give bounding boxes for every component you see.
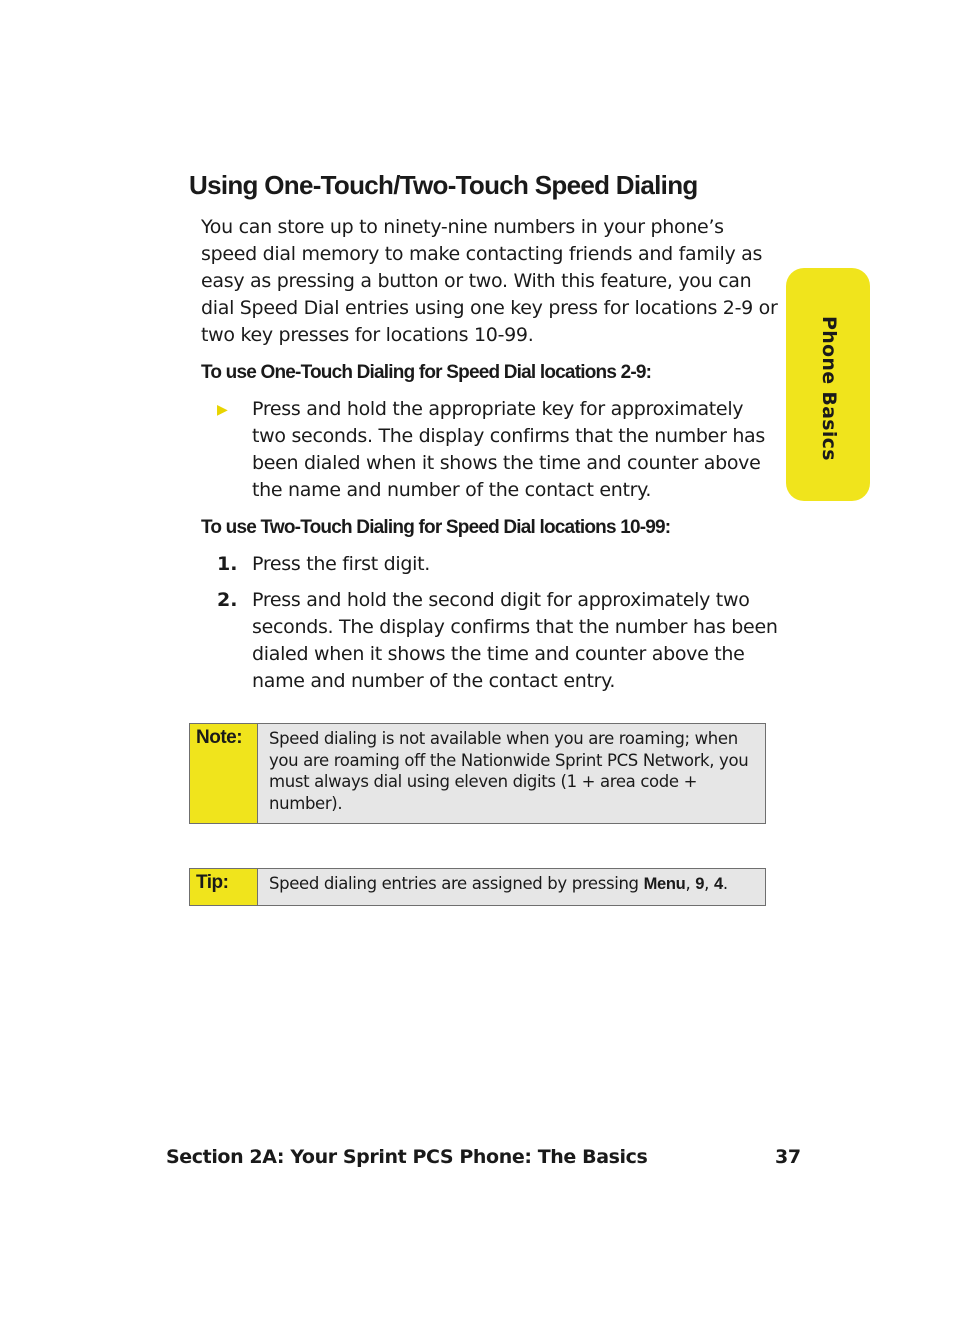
two-touch-subhead: To use Two-Touch Dialing for Speed Dial locations 10-99:	[201, 517, 671, 538]
note-label: Note:	[190, 724, 258, 823]
tip-separator: ,	[685, 874, 696, 893]
tip-label: Tip:	[190, 869, 258, 905]
bullet-text: Press and hold the appropriate key for approximately two seconds. The display confirms that the number has been dialed when it shows the time and counter above the name and number of the contact entry.	[252, 398, 766, 501]
step-number: 1.	[217, 553, 238, 575]
step-number: 2.	[217, 589, 238, 611]
footer-section-title: Section 2A: Your Sprint PCS Phone: The Basics	[166, 1146, 648, 1168]
tip-separator: ,	[704, 874, 714, 893]
intro-paragraph: You can store up to ninety-nine numbers in your phone’s speed dial memory to make contacting friends and family as easy as pressing a button or two. With this feature, you can dial Speed Dial entries using one key press for locations 2-9 or two key presses for locations 10-99.	[201, 216, 778, 346]
one-touch-subhead: To use One-Touch Dialing for Speed Dial locations 2-9:	[201, 362, 652, 383]
triangle-bullet-icon: ▶	[217, 402, 228, 418]
section-tab	[786, 268, 870, 501]
step-text: Press and hold the second digit for approximately two seconds. The display confirms that the number has been dialed when it shows the time and counter above the name and number of the contact entry.	[252, 589, 778, 692]
key-4: 4	[713, 875, 723, 893]
tip-text-start: Speed dialing entries are assigned by pressing	[269, 874, 644, 893]
tip-box	[189, 868, 766, 906]
footer-page-number: 37	[775, 1146, 801, 1168]
note-box	[189, 723, 766, 824]
step-text: Press the first digit.	[252, 553, 431, 575]
tip-text	[258, 869, 765, 905]
tip-text-end: .	[722, 874, 728, 893]
page-title: Using One-Touch/Two-Touch Speed Dialing	[189, 170, 698, 200]
section-tab-label: Phone Basics	[818, 316, 840, 461]
menu-key: Menu	[643, 875, 686, 893]
key-9: 9	[695, 875, 705, 893]
note-text: Speed dialing is not available when you are roaming; when you are roaming off the Nationwide Sprint PCS Network, you must always dial using eleven digits (1 + area code + number).	[269, 729, 749, 813]
